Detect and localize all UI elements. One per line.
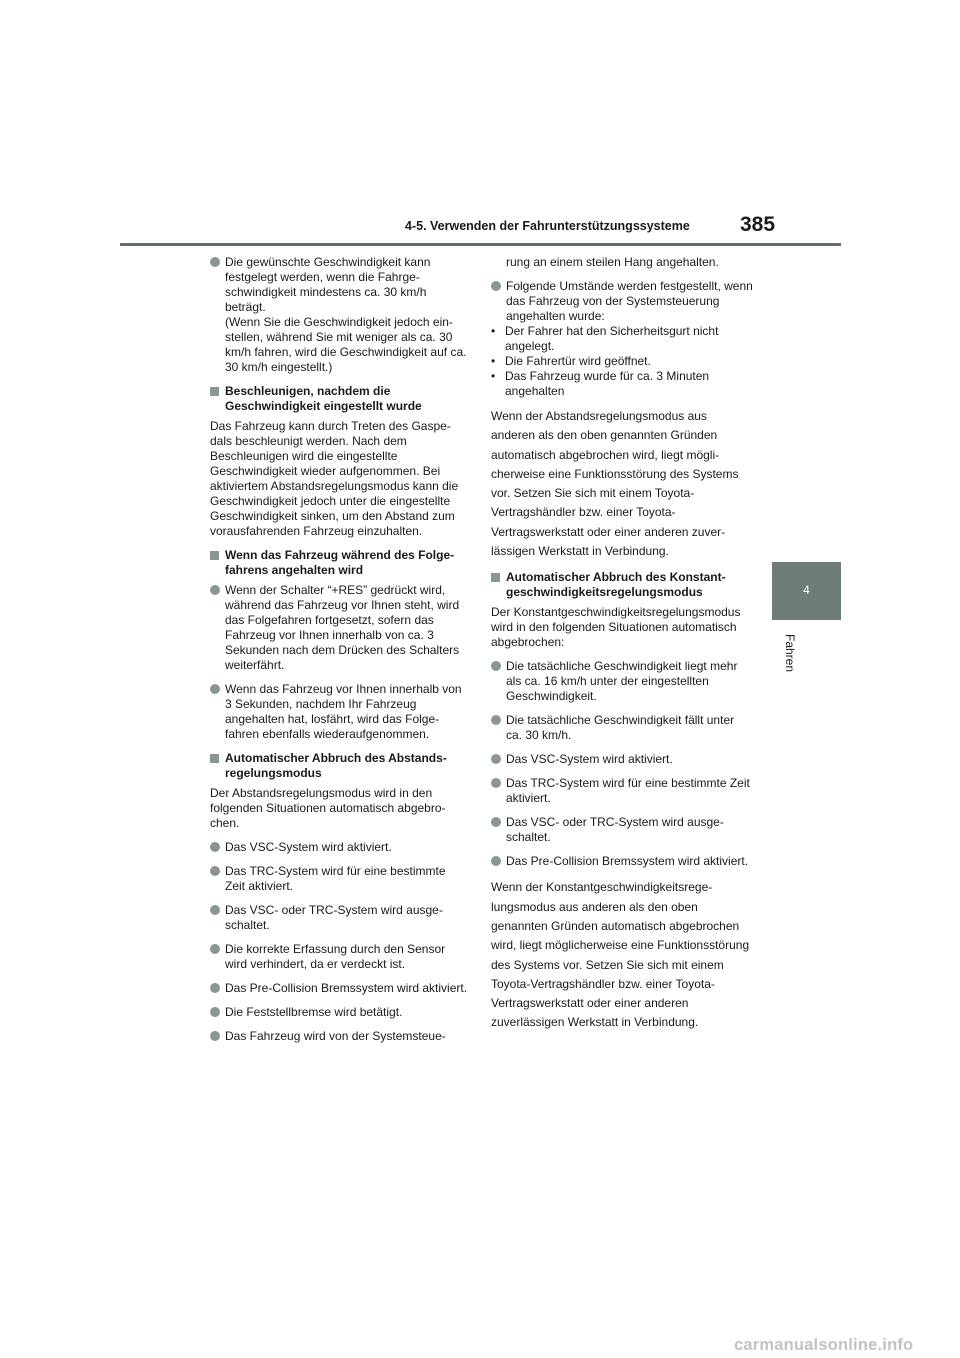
bullet-text: Die tatsächliche Geschwindigkeit fällt unter ca. 30 km/h. xyxy=(506,713,735,743)
chapter-number: 4 xyxy=(803,583,810,597)
bullet-item xyxy=(491,815,753,845)
sub-list-item xyxy=(491,369,753,399)
bullet-dot-icon xyxy=(210,983,220,993)
bullet-dot-icon xyxy=(491,754,501,764)
bullet-text: Wenn das Fahrzeug vor Ihnen innerhalb von 3 Sekunden, nachdem Ihr Fahrzeug angehalten hat, losfährt, wird das Folgefahren ebenfalls wiederaufgenommen. xyxy=(225,682,462,741)
bullet-text: Das Fahrzeug wird von der Systemsteue- xyxy=(225,1029,446,1043)
section-heading xyxy=(210,548,468,578)
bullet-item xyxy=(210,981,468,996)
bullet-item xyxy=(491,713,753,743)
watermark: carmanualsonline.info xyxy=(734,1336,914,1354)
bullet-dot-icon xyxy=(210,842,220,852)
bullet-dot-icon xyxy=(491,281,501,291)
bullet-text: Das VSC- oder TRC-System wird ausgeschaltet. xyxy=(506,815,724,845)
bullet-text: Das Pre-Collision Bremssystem wird aktiviert. xyxy=(225,981,468,995)
sub-list-text: Der Fahrer hat den Sicherheitsgurt nicht angelegt. xyxy=(505,324,719,353)
bullet-dot-icon xyxy=(210,585,220,595)
bullet-dot-icon xyxy=(210,684,220,694)
square-marker-icon xyxy=(210,551,219,560)
left-column xyxy=(210,255,468,1053)
paragraph: Das Fahrzeug kann durch Treten des Gaspedals beschleunigt werden. Nach dem Beschleunigen wird die eingestellte Geschwindigkeit wieder aufgenommen. Bei aktiviertem Abstandsregelungsmodus kann die Geschwindigkeit jedoch unter die eingestellte Geschwindigkeit sinken, um den Abstand zum vorausfahrenden Fahrzeug einzuhalten. xyxy=(210,419,459,538)
bullet-dot-icon xyxy=(491,817,501,827)
section-heading-text: Automatischer Abbruch des Konstantgeschwindigkeitsregelungsmodus xyxy=(506,570,726,600)
paragraph: Der Abstandsregelungsmodus wird in den folgenden Situationen automatisch abgebrochen. xyxy=(210,786,446,830)
bullet-item xyxy=(210,942,468,972)
bullet-dot-icon xyxy=(210,1031,220,1041)
page-number: 385 xyxy=(740,213,776,236)
bullet-dot-icon xyxy=(210,1007,220,1017)
square-marker-icon xyxy=(210,754,219,763)
bullet-dot-icon xyxy=(491,778,501,788)
bullet-item xyxy=(210,682,468,742)
bullet-dot-icon xyxy=(210,257,220,267)
bullet-dot-icon xyxy=(210,905,220,915)
paragraph: Wenn der Konstantgeschwindigkeitsregelungsmodus aus anderen als den oben genannten Gründen automatisch abgebrochen wird, liegt möglicherweise eine Funktionsstörung des Systems vor. Setzen Sie sich mit einem Toyota-Vertragshändler bzw. einer Toyota-Vertragswerkstatt oder einer anderen zuverlässigen Werkstatt in Verbindung. xyxy=(491,880,750,1030)
bullet-text: Die Feststellbremse wird betätigt. xyxy=(225,1005,403,1019)
chapter-label xyxy=(783,634,799,694)
bullet-text: Das VSC-System wird aktiviert. xyxy=(225,840,392,854)
bullet-continuation: rung an einem steilen Hang angehalten. xyxy=(506,255,719,269)
bullet-text: Wenn der Schalter “+RES” gedrückt wird, während das Fahrzeug vor Ihnen steht, wird das Folgefahren fortgesetzt, sofern das Fahrzeug vor Ihnen innerhalb von ca. 3 Sekunden nach dem Drücken des Schalters weiterfährt. xyxy=(225,583,460,672)
section-heading xyxy=(491,570,753,600)
section-heading-text: Automatischer Abbruch des Abstandsregelungsmodus xyxy=(225,751,447,780)
chapter-label-text: Fahren xyxy=(783,634,797,673)
section-heading-text: Beschleunigen, nachdem die Geschwindigkeit eingestellt wurde xyxy=(225,384,422,413)
section-heading xyxy=(210,751,468,781)
bullet-text: Das TRC-System wird für eine bestimmte Zeit aktiviert. xyxy=(225,864,446,893)
sub-list-text: Die Fahrertür wird geöffnet. xyxy=(505,354,651,368)
paragraph: Wenn der Abstandsregelungsmodus aus anderen als den oben genannten Gründen automatisch abgebrochen wird, liegt möglicherweise eine Funktionsstörung des Systems vor. Setzen Sie sich mit einem Toyota-Vertragshändler bzw. einer Toyota-Vertragswerkstatt oder einer anderen zuverlässigen Werkstatt in Verbindung. xyxy=(491,409,739,559)
bullet-item xyxy=(210,1005,468,1020)
bullet-item xyxy=(491,854,753,869)
header-rule xyxy=(120,243,841,246)
sub-bullet-marker: • xyxy=(491,324,496,338)
bullet-item xyxy=(491,752,753,767)
section-title: 4-5. Verwenden der Fahrunterstützungssysteme xyxy=(405,219,690,233)
sub-bullet-marker: • xyxy=(491,354,496,368)
bullet-item xyxy=(210,903,468,933)
bullet-dot-icon xyxy=(210,866,220,876)
bullet-dot-icon xyxy=(491,856,501,866)
bullet-item xyxy=(491,279,753,324)
sub-list-item xyxy=(491,354,753,369)
bullet-item xyxy=(491,776,753,806)
square-marker-icon xyxy=(491,573,500,582)
bullet-note: (Wenn Sie die Geschwindigkeit jedoch einstellen, während Sie mit weniger als ca. 30 km/h fahren, wird die Geschwindigkeit auf ca. 30 km/h eingestellt.) xyxy=(225,315,467,374)
section-heading-text: Wenn das Fahrzeug während des Folgefahrens angehalten wird xyxy=(225,548,455,577)
bullet-item xyxy=(210,840,468,855)
sub-list-text: Das Fahrzeug wurde für ca. 3 Minuten angehalten xyxy=(505,369,710,398)
chapter-tab xyxy=(772,562,841,620)
bullet-text: Das VSC- oder TRC-System wird ausgeschaltet. xyxy=(225,903,443,932)
bullet-dot-icon xyxy=(491,715,501,725)
bullet-dot-icon xyxy=(210,944,220,954)
bullet-item xyxy=(491,659,753,704)
sub-list-item xyxy=(491,324,753,354)
bullet-text: Das Pre-Collision Bremssystem wird aktiviert. xyxy=(506,854,749,869)
bullet-text: Die tatsächliche Geschwindigkeit liegt mehr als ca. 16 km/h unter der eingestellten Geschwindigkeit. xyxy=(506,659,738,704)
bullet-item xyxy=(210,255,468,375)
bullet-text: Die gewünschte Geschwindigkeit kann festgelegt werden, wenn die Fahrgeschwindigkeit mindestens ca. 30 km/h beträgt. xyxy=(225,255,431,314)
square-marker-icon xyxy=(210,387,219,396)
bullet-text: Das TRC-System wird für eine bestimmte Zeit aktiviert. xyxy=(506,776,750,806)
bullet-text: Das VSC-System wird aktiviert. xyxy=(506,752,673,767)
bullet-text: Die korrekte Erfassung durch den Sensor wird verhindert, da er verdeckt ist. xyxy=(225,942,446,971)
section-heading xyxy=(210,384,468,414)
right-column xyxy=(491,255,753,1042)
bullet-item xyxy=(210,1029,468,1044)
sub-bullet-marker: • xyxy=(491,369,496,383)
paragraph: Der Konstantgeschwindigkeitsregelungsmodus wird in den folgenden Situationen automatisch abgebrochen: xyxy=(491,605,741,650)
bullet-text: Folgende Umstände werden festgestellt, wenn das Fahrzeug von der Systemsteuerung angehalten wurde: xyxy=(506,279,753,323)
bullet-item xyxy=(210,583,468,673)
bullet-item xyxy=(210,864,468,894)
bullet-dot-icon xyxy=(491,661,501,671)
